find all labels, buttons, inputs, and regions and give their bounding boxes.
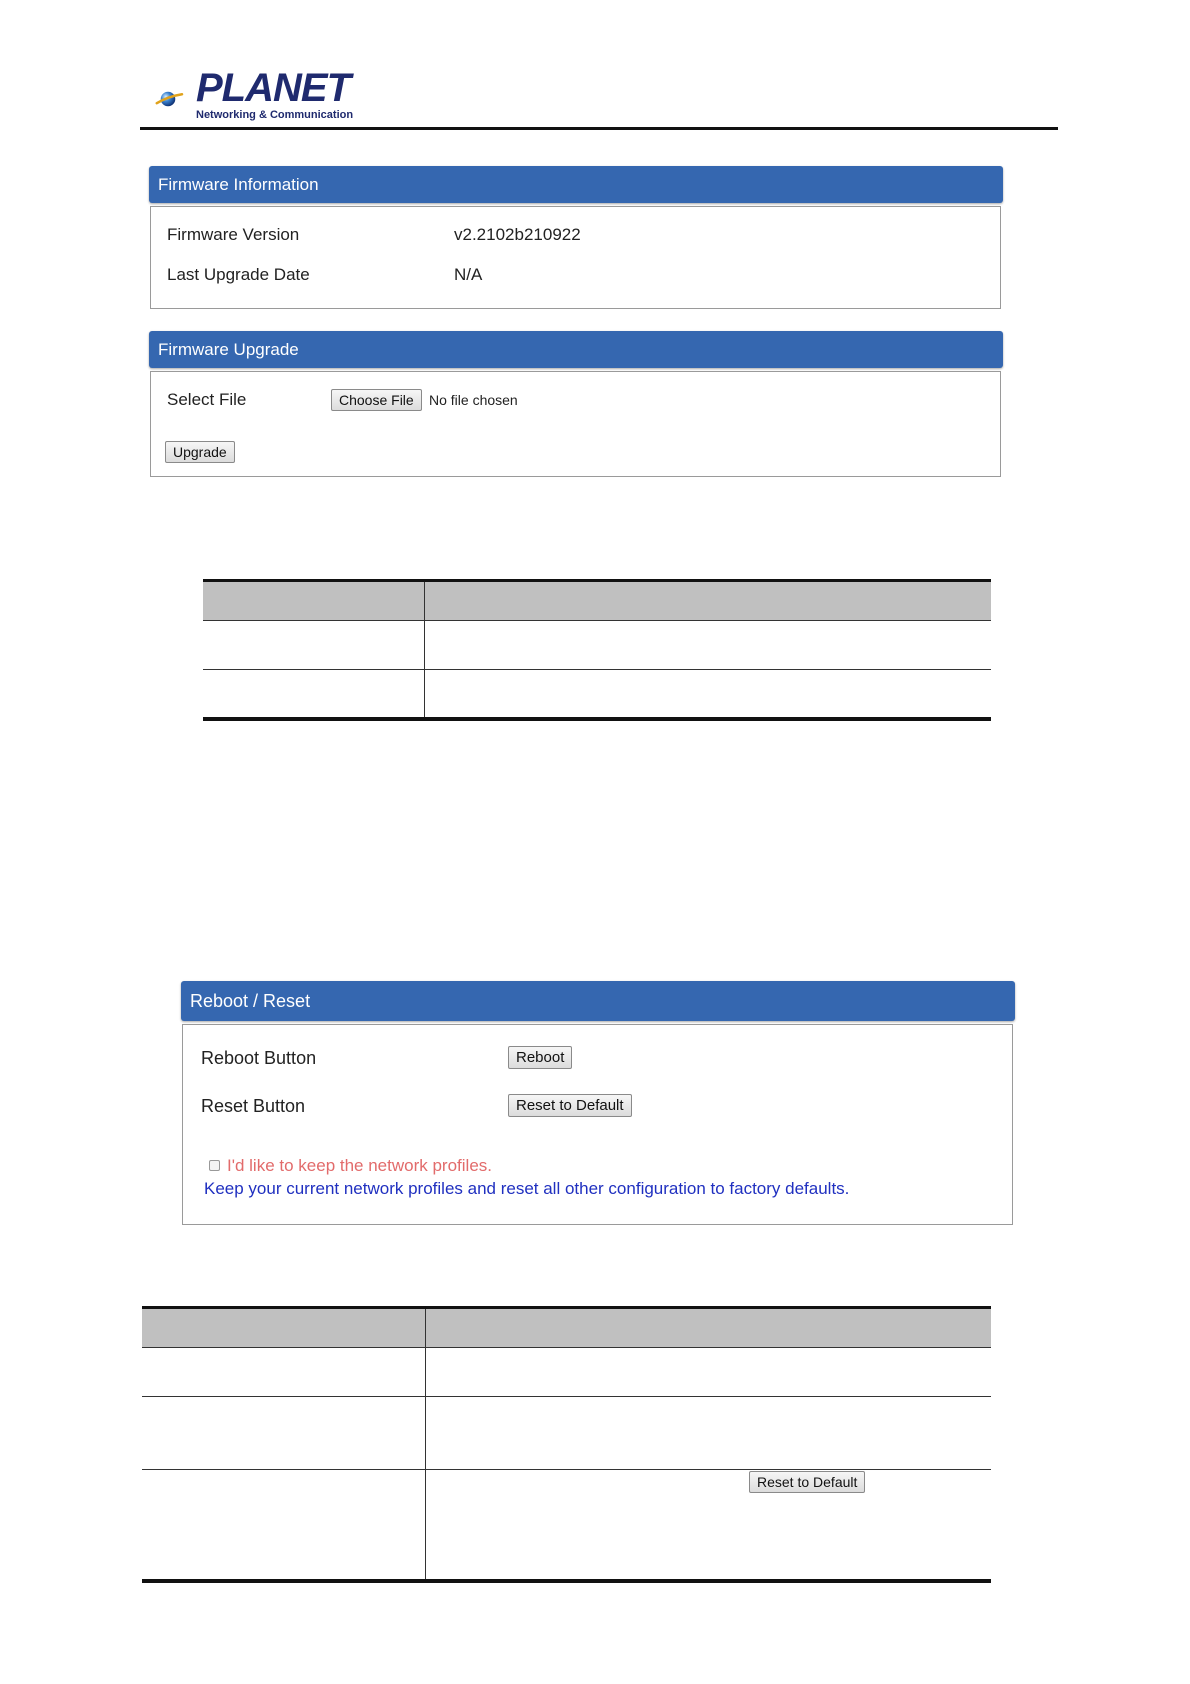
firmware-upgrade-title: Firmware Upgrade: [158, 339, 299, 359]
brand-tagline: Networking & Communication: [196, 109, 354, 121]
table2-bottom-rule: [142, 1579, 991, 1583]
keep-profiles-note: Keep your current network profiles and reset all other configuration to factory defaults.: [204, 1179, 850, 1198]
table1-column-divider: [424, 582, 425, 718]
table2-reset-to-default-button[interactable]: Reset to Default: [749, 1471, 865, 1493]
reboot-button-label: Reboot Button: [201, 1048, 317, 1068]
keep-profiles-checkbox[interactable]: [209, 1160, 220, 1171]
firmware-info-body: [150, 206, 1001, 309]
reboot-reset-header: [181, 981, 1015, 1021]
table2-row-divider: [142, 1347, 991, 1348]
last-upgrade-date-value: N/A: [454, 265, 483, 284]
select-file-label: Select File: [167, 390, 247, 409]
table2-row-divider: [142, 1396, 991, 1397]
upgrade-button[interactable]: Upgrade: [165, 441, 235, 463]
firmware-upgrade-header: [149, 331, 1003, 368]
brand-name: PLANET: [196, 66, 350, 110]
firmware-version-label: Firmware Version: [167, 225, 300, 244]
reset-to-default-button[interactable]: Reset to Default: [508, 1094, 632, 1117]
last-upgrade-date-label: Last Upgrade Date: [167, 265, 310, 284]
table2-header-row: [142, 1309, 991, 1347]
planet-logo: [140, 70, 196, 128]
table1-header-row: [203, 582, 991, 620]
reboot-reset-title: Reboot / Reset: [190, 990, 311, 1011]
table1-bottom-rule: [203, 717, 991, 721]
keep-profiles-text: I'd like to keep the network profiles.: [227, 1156, 492, 1175]
firmware-version-value: v2.2102b210922: [454, 225, 581, 244]
reset-button-label: Reset Button: [201, 1096, 306, 1116]
firmware-info-header: [149, 166, 1003, 203]
table2-column-divider: [425, 1309, 426, 1580]
choose-file-button[interactable]: Choose File: [331, 389, 422, 411]
firmware-info-title: Firmware Information: [158, 174, 319, 194]
table1-row-divider: [203, 669, 991, 670]
no-file-chosen-text: No file chosen: [429, 392, 518, 408]
firmware-upgrade-body: [150, 371, 1001, 477]
reboot-button[interactable]: Reboot: [508, 1046, 572, 1069]
header-rule: [140, 127, 1058, 130]
table2-row-divider: [142, 1469, 991, 1470]
table1-row-divider: [203, 620, 991, 621]
